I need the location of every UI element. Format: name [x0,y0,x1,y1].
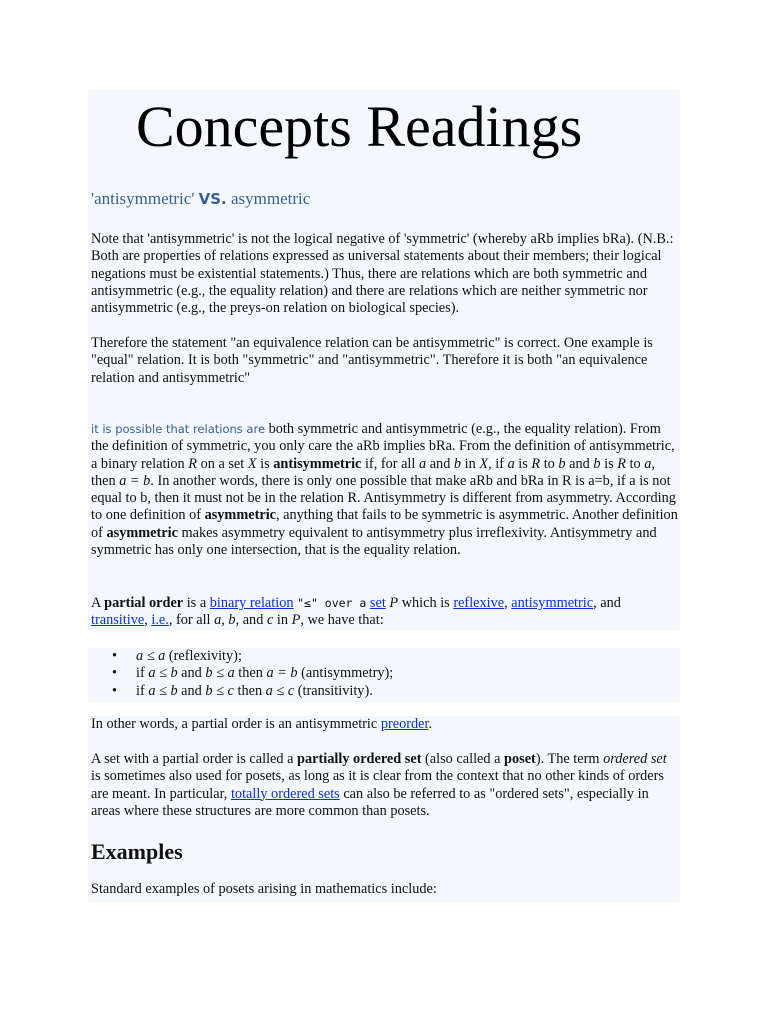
paragraph-examples-intro: Standard examples of posets arising in mathematics include: [91,881,437,897]
paragraph-antisymmetric-note: Note that 'antisymmetric' is not the logical negative of 'symmetric' (whereby aRb implies bRa). (N.B.: Both are properties of relations expressed as universal statements about their members; their logical negations must be existential statements.) Thus, there are relations which are both symmetric and antisymmetric (e.g., the equality relation) and there are relations which are neither symmetric nor antisymmetric (e.g., the preys-on relation on biological species). [91,231,674,317]
bullet-icon: • [112,648,118,664]
page-title: Concepts Readings [136,94,583,159]
subtitle-rest: asymmetric [231,189,311,208]
paragraph-antisymmetry-definition: it is possible that relations are both symmetric and antisymmetric (e.g., the equality relation). From the definition of symmetric, you only care the aRb implies bRa. From the definition of antisymmetric, a binary relation R on a set X is antisymmetric if, for all a and b in X, if a is R to b and b is R to a, then a = b. In another words, there is only one possible that make aRb and bRa in R is a=b, if a is not equal to b, then it must not be in the relation R. Antisymmetry is different from asymmetry. According to one definition of asymmetric, anything that fails to be symmetric is asymmetric. Another definition of asymmetric makes asymmetry equivalent to antisymmetry plus irreflexivity. Antisymmetry and symmetric has only one intersection, that is the equality relation. [91,421,678,559]
link-totally-ordered-sets[interactable]: totally ordered sets [230,785,340,802]
link-transitive[interactable]: transitive [91,612,145,629]
partial-order-properties-list [112,648,672,700]
term-asymmetric-2: asymmetric [106,524,178,541]
link-antisymmetric[interactable]: antisymmetric [511,595,594,611]
section-heading-examples: Examples [91,839,183,864]
link-set[interactable]: set [369,595,386,611]
link-preorder[interactable]: preorder [380,716,429,732]
term-asymmetric: asymmetric [204,507,277,524]
subtitle-vs: VS. [198,190,227,208]
link-binary-relation[interactable]: binary relation [209,595,294,611]
term-partial-order: partial order [104,595,184,611]
less-equal-symbol: "≤" over a [297,596,367,610]
list-item: • if a ≤ b and b ≤ a then a = b (antisymmetry); [112,665,394,682]
paragraph-partial-order: A partial order is a binary relation "≤" over a set P which is reflexive, antisymmetric, and transitive, i.e., for all a, b, and c in P, we have that: [91,595,621,629]
list-item: • a ≤ a (reflexivity); [112,648,242,664]
list-item: • if a ≤ b and b ≤ c then a ≤ c (transitivity). [112,682,373,699]
paragraph-poset: A set with a partial order is called a partially ordered set (also called a poset). The term ordered set is sometimes also used for posets, as long as it is clear from the context that no other kinds of orders are meant. In particular, totally ordered sets can also be referred to as "ordered sets", especially in areas where these structures are more common than posets. [91,751,667,819]
subtitle-quoted: 'antisymmetric' [91,189,195,208]
paragraph-lead: it is possible that relations are [91,422,266,436]
bullet-icon: • [112,682,118,699]
paragraph-equivalence: Therefore the statement "an equivalence relation can be antisymmetric" is correct. One example is "equal" relation. It is both "symmetric" and "antisymmetric". Therefore it is both "an equivalence relation and antisymmetric" [91,335,653,386]
bullet-icon: • [112,665,118,682]
term-poset: poset [504,751,536,767]
section-subtitle [91,188,310,210]
term-antisymmetric: antisymmetric [273,455,362,472]
term-partially-ordered-set: partially ordered set [297,751,422,767]
paragraph-preorder: In other words, a partial order is an antisymmetric preorder. [91,716,433,732]
link-reflexive[interactable]: reflexive [453,595,505,611]
link-ie[interactable]: i.e. [151,612,169,629]
